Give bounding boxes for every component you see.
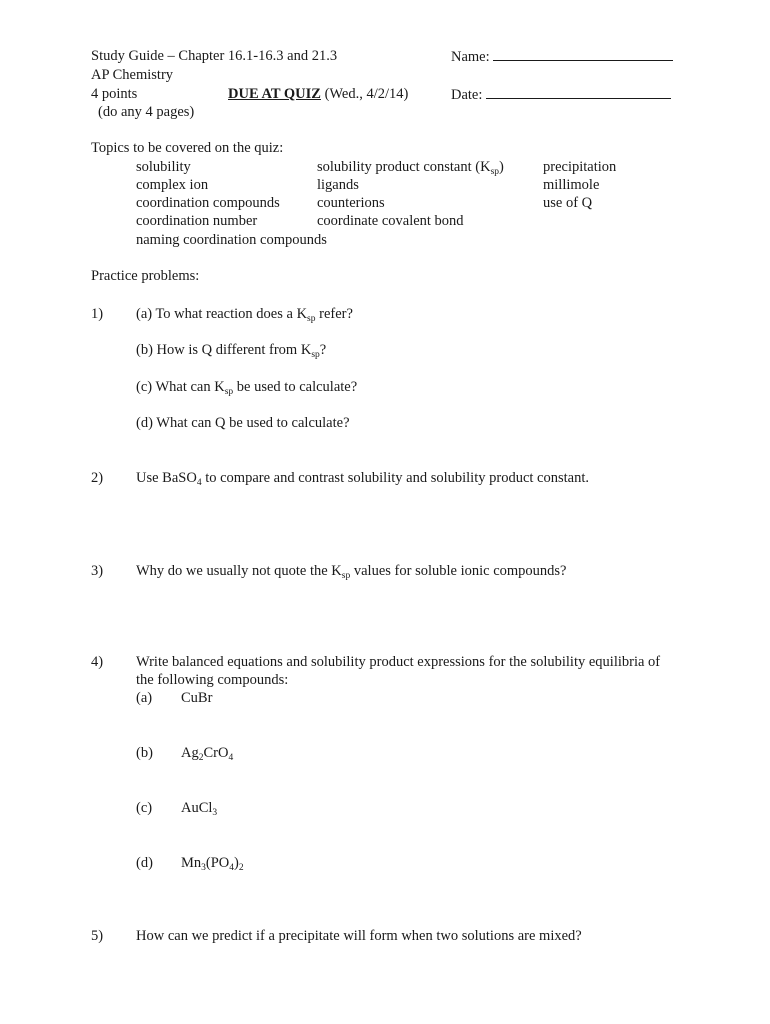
question-number: 4) (91, 654, 104, 670)
topic-item: coordination number (136, 213, 258, 229)
name-field[interactable] (451, 47, 673, 66)
subpart-label: (a) (136, 690, 153, 706)
question-number: 5) (91, 928, 104, 944)
date-blank[interactable] (486, 85, 671, 99)
compound-aucl3: AuCl$_3$ (181, 800, 218, 818)
subpart-label: (d) (136, 855, 153, 871)
due-label: DUE AT QUIZ (228, 86, 321, 102)
pages-note: (do any 4 pages) (98, 104, 195, 120)
subpart-label: (c) (136, 800, 153, 816)
due-date: (Wed., 4/2/14) (324, 86, 409, 102)
topic-item: naming coordination compounds (136, 232, 327, 248)
question-number: 1) (91, 306, 104, 322)
question-1b: (b) How is Q different from $K_{sp}$? (136, 342, 327, 360)
question-3: Why do we usually not quote the $K_{sp}$ values for soluble ionic compounds? (136, 563, 567, 581)
topic-item: complex ion (136, 177, 209, 193)
topic-item: solubility (136, 159, 191, 175)
compound-cubr: CuBr (181, 690, 213, 706)
topic-item: coordination compounds (136, 195, 280, 211)
topic-item: counterions (317, 195, 385, 211)
topic-item: coordinate covalent bond (317, 213, 464, 229)
compound-mn3po42: $Mn_3(PO_4)_2$ (181, 855, 244, 873)
topics-heading: Topics to be covered on the quiz: (91, 140, 284, 156)
date-label: Date: (451, 87, 483, 103)
topic-item: millimole (543, 177, 600, 193)
topic-item: use of Q (543, 195, 593, 211)
question-4-line1: Write balanced equations and solubility product expressions for the solubility equilibria of (136, 654, 661, 670)
due-line (228, 85, 408, 103)
course-name: AP Chemistry (91, 67, 174, 83)
subpart-label: (b) (136, 745, 153, 761)
question-number: 3) (91, 563, 104, 579)
points-label: 4 points (91, 86, 138, 102)
question-2: Use BaSO$_4$ to compare and contrast solubility and solubility product constant. (136, 470, 589, 488)
practice-heading: Practice problems: (91, 268, 200, 284)
topic-item: ligands (317, 177, 359, 193)
question-1a: (a) To what reaction does a $K_{sp}$ refer? (136, 306, 353, 324)
topic-item: solubility product constant $(K_{sp})$ (317, 159, 504, 177)
question-number: 2) (91, 470, 104, 486)
question-4-line2: the following compounds: (136, 672, 289, 688)
question-5: How can we predict if a precipitate will form when two solutions are mixed? (136, 928, 582, 944)
question-1d: (d) What can Q be used to calculate? (136, 415, 350, 431)
guide-title: Study Guide – Chapter 16.1-16.3 and 21.3 (91, 48, 338, 64)
compound-ag2cro4: $Ag_2CrO_4$ (181, 745, 234, 763)
question-1c: (c) What can $K_{sp}$ be used to calculate? (136, 379, 358, 397)
date-field[interactable] (451, 85, 671, 104)
name-blank[interactable] (493, 47, 673, 61)
topic-item: precipitation (543, 159, 617, 175)
name-label: Name: (451, 49, 490, 65)
